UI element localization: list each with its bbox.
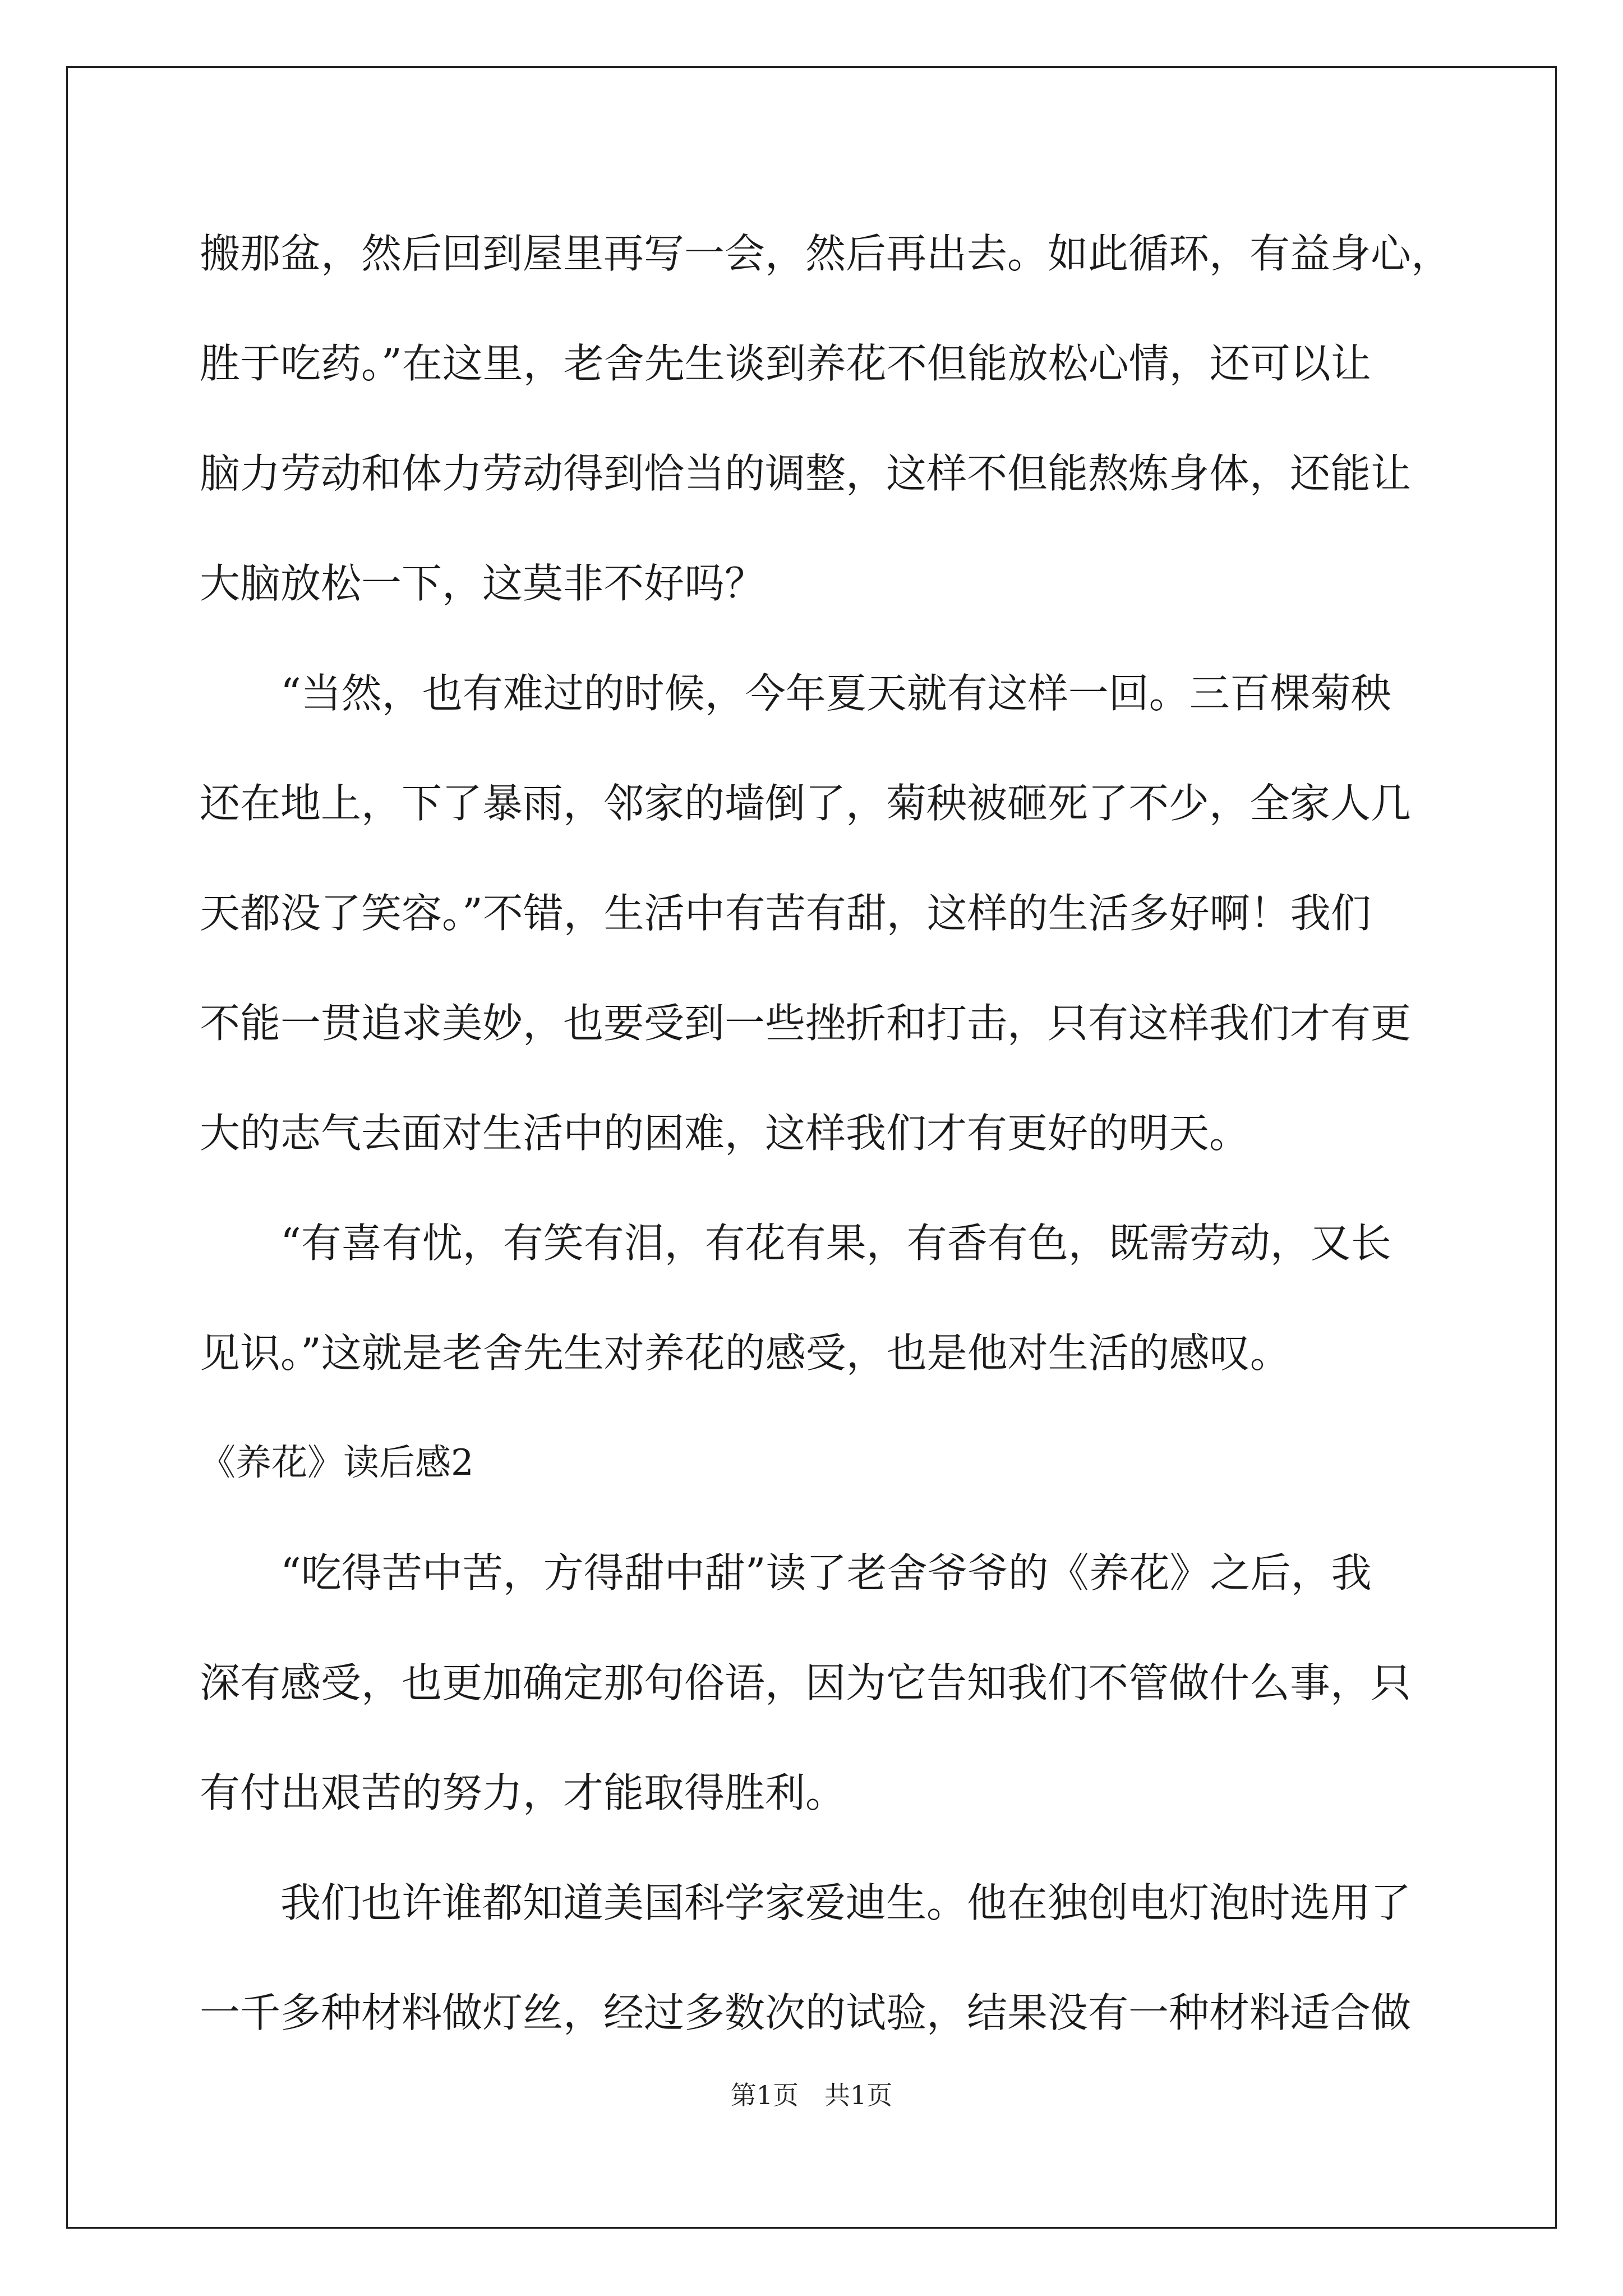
paragraph-start-line: 我们也许谁都知道美国科学家爱迪生。他在独创电灯泡时选用了	[280, 1879, 1412, 1926]
paragraph-start-line: “当然，也有难过的时候，今年夏天就有这样一回。三百棵菊秧	[280, 670, 1391, 717]
text-line: 脑力劳动和体力劳动得到恰当的调整，这样不但能熬炼身体，还能让	[200, 450, 1412, 497]
text-line: 还在地上，下了暴雨，邻家的墙倒了，菊秧被砸死了不少，全家人几	[200, 780, 1412, 827]
page-number-footer: 第1页 共1页	[730, 2080, 893, 2110]
text-line: 深有感受，也更加确定那句俗语，因为它告知我们不管做什么事，只	[200, 1659, 1412, 1706]
text-line: 胜于吃药。”在这里，老舍先生谈到养花不但能放松心情，还可以让	[200, 340, 1371, 387]
text-line: 大的志气去面对生活中的困难，这样我们才有更好的明天。	[200, 1110, 1250, 1157]
text-line: 搬那盆，然后回到屋里再写一会，然后再出去。如此循环，有益身心，	[200, 230, 1452, 277]
document-body	[200, 199, 1452, 2068]
text-line: 大脑放松一下，这莫非不好吗？	[200, 560, 766, 607]
text-line: 一千多种材料做灯丝，经过多数次的试验，结果没有一种材料适合做	[200, 1989, 1412, 2036]
text-line: 见识。”这就是老舍先生对养花的感受，也是他对生活的感叹。	[200, 1329, 1290, 1377]
paragraph-start-line: “吃得苦中苦，方得甜中甜”读了老舍爷爷的《养花》之后，我	[280, 1549, 1372, 1596]
paragraph-start-line: “有喜有忧，有笑有泪，有花有果，有香有色，既需劳动，又长	[280, 1220, 1391, 1267]
text-line: 不能一贯追求美妙，也要受到一些挫折和打击，只有这样我们才有更	[200, 1000, 1412, 1047]
text-line: 天都没了笑容。”不错，生活中有苦有甜，这样的生活多好啊！我们	[200, 890, 1371, 937]
section-heading: 《养花》读后感2	[200, 1442, 474, 1484]
text-line: 有付出艰苦的努力，才能取得胜利。	[200, 1769, 846, 1816]
